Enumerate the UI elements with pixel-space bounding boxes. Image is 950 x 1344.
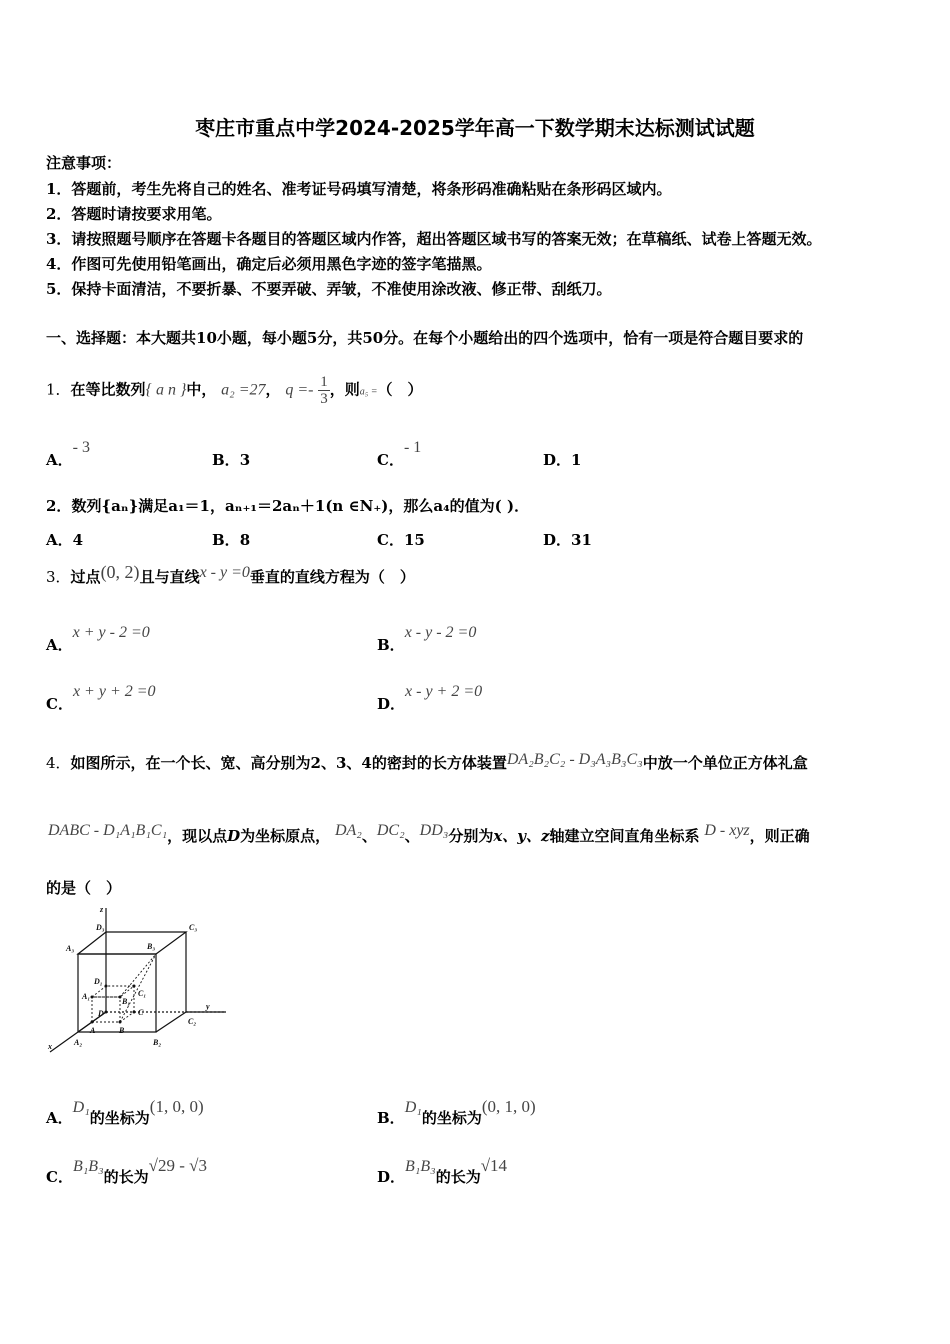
math-edge: DC₂: [376, 822, 405, 839]
page-title: 枣庄市重点中学2024-2025学年高一下数学期末达标测试试题: [195, 116, 755, 140]
question-3: 3．过点(0, 2)且与直线x - y =0垂直的直线方程为（ ）: [46, 562, 415, 586]
notice-item: 3．请按照题号顺序在答题卡各题目的答题区域内作答，超出答题区域书写的答案无效；在草稿纸、试卷上答题无效。: [46, 230, 822, 248]
option-b[interactable]: B．8: [212, 531, 251, 549]
question-number: 1．: [46, 380, 71, 399]
option-value: - 3: [72, 439, 90, 456]
figure-label: A₁: [82, 992, 91, 1001]
math-sequence: { a n }: [145, 381, 187, 399]
notice-item: 5．保持卡面清洁，不要折暴、不要弄破、弄皱，不准使用涂改液、修正带、刮纸刀。: [46, 280, 612, 298]
figure-label: B₂: [153, 1038, 162, 1047]
option-d[interactable]: D．31: [543, 531, 592, 549]
top-face: [78, 932, 186, 954]
figure-label: C₃: [189, 923, 198, 932]
option-value: - 1: [403, 439, 422, 456]
option-c[interactable]: C．15: [377, 531, 425, 549]
question-4-line-3: 的是（ ）: [46, 879, 122, 897]
option-d[interactable]: D．x - y + 2 =0: [377, 683, 483, 713]
option-a[interactable]: A．4: [46, 531, 84, 549]
option-a[interactable]: A．x + y - 2 =0: [46, 624, 150, 654]
figure-label: C₂: [188, 1017, 197, 1026]
question-2: [46, 495, 529, 516]
figure-label: z: [100, 905, 104, 914]
option-b[interactable]: B．x - y - 2 =0: [377, 624, 477, 654]
option-c[interactable]: C．x + y + 2 =0: [46, 683, 156, 713]
math-fraction: $\frac{1}{3}$: [320, 374, 328, 407]
question-1: 1．在等比数列{ a n }中， a₂ =27， q =- $\frac{1}{3}$ ，则a₅ =（ ）: [46, 374, 423, 407]
option-value: x - y - 2 =0: [404, 624, 477, 641]
bottom-right-edge: [156, 1012, 186, 1032]
option-c[interactable]: C．B₁B₃的长为√29 - √3: [46, 1156, 207, 1186]
option-b[interactable]: B．D₁的坐标为(0, 1, 0): [377, 1097, 536, 1127]
option-d[interactable]: D．1: [543, 451, 582, 469]
math-edge: DD₃: [419, 822, 449, 839]
option-d[interactable]: D．B₁B₃的长为√14: [377, 1156, 508, 1186]
figure-label: x: [48, 1042, 52, 1051]
section-heading: 一、选择题：本大题共10小题，每小题5分，共50分。在每个小题给出的四个选项中，恰有一项是符合题目要求的: [46, 329, 804, 347]
notice-item: 1．答题前，考生先将自己的姓名、准考证号码填写清楚，将条形码准确粘贴在条形码区域内。: [46, 180, 672, 198]
math-box: DA₂B₂C₂ - D₃A₃B₃C₃: [506, 751, 643, 768]
figure-label: D₁: [94, 977, 103, 986]
figure-label: B₁: [122, 997, 131, 1006]
figure-label: A: [90, 1026, 96, 1035]
figure-label: B: [119, 1026, 125, 1035]
figure-label: C: [138, 1008, 144, 1017]
figure-label: D₃: [96, 923, 105, 932]
option-c[interactable]: C．- 1: [377, 439, 422, 469]
option-a[interactable]: A．D₁的坐标为(1, 0, 0): [46, 1097, 204, 1127]
question-number: 3．: [46, 568, 71, 586]
notice-heading: 注意事项：: [46, 154, 122, 172]
option-a[interactable]: A．- 3: [46, 439, 90, 469]
figure-label: y: [206, 1002, 210, 1011]
question-number: 4．: [46, 754, 71, 772]
math-condition: a₂ =27: [221, 381, 266, 399]
math-line: x - y =0: [199, 564, 250, 581]
figure-label: A₂: [74, 1038, 83, 1047]
figure-label: A₃: [66, 944, 75, 953]
notice-item: 4．作图可先使用铅笔画出，确定后必须用黑色字迹的签字笔描黑。: [46, 255, 492, 273]
math-cube: DABC - D₁A₁B₁C₁: [48, 822, 168, 839]
math-ratio: q =-: [285, 381, 314, 399]
option-b[interactable]: B．3: [212, 451, 251, 469]
option-value: x + y - 2 =0: [72, 624, 150, 641]
question-4-line-2: DABC - D₁A₁B₁C₁，现以点D为坐标原点， DA₂、DC₂、DD₃分别为x、y、z轴建立空间直角坐标系 D - xyz，则正确: [48, 822, 810, 845]
math-system: D - xyz: [704, 822, 750, 839]
math-point: (0, 2): [100, 562, 140, 582]
question-stem: 数列{aₙ}满足a₁＝1，aₙ₊₁＝2aₙ＋1(n ∈N₊)，那么a₄的值为( )．: [71, 497, 530, 515]
cuboid-figure: [44, 902, 234, 1062]
question-number: 2．: [46, 497, 72, 515]
option-value: x - y + 2 =0: [405, 683, 483, 700]
figure-label: C₁: [138, 989, 147, 998]
figure-label: D: [98, 1009, 104, 1018]
option-value: 3: [239, 451, 251, 469]
math-ask: a₅ =: [359, 386, 378, 398]
question-4-line-1: 4．如图所示，在一个长、宽、高分别为2、3、4的密封的长方体装置DA₂B₂C₂ - D₃A₃B₃C₃中放一个单位正方体礼盒: [46, 751, 808, 772]
option-value: x + y + 2 =0: [72, 683, 156, 700]
option-value: 1: [571, 451, 582, 469]
notice-item: 2．答题时请按要求用笔。: [46, 205, 222, 223]
figure-label: B₃: [147, 942, 156, 951]
math-edge: DA₂: [334, 822, 362, 839]
